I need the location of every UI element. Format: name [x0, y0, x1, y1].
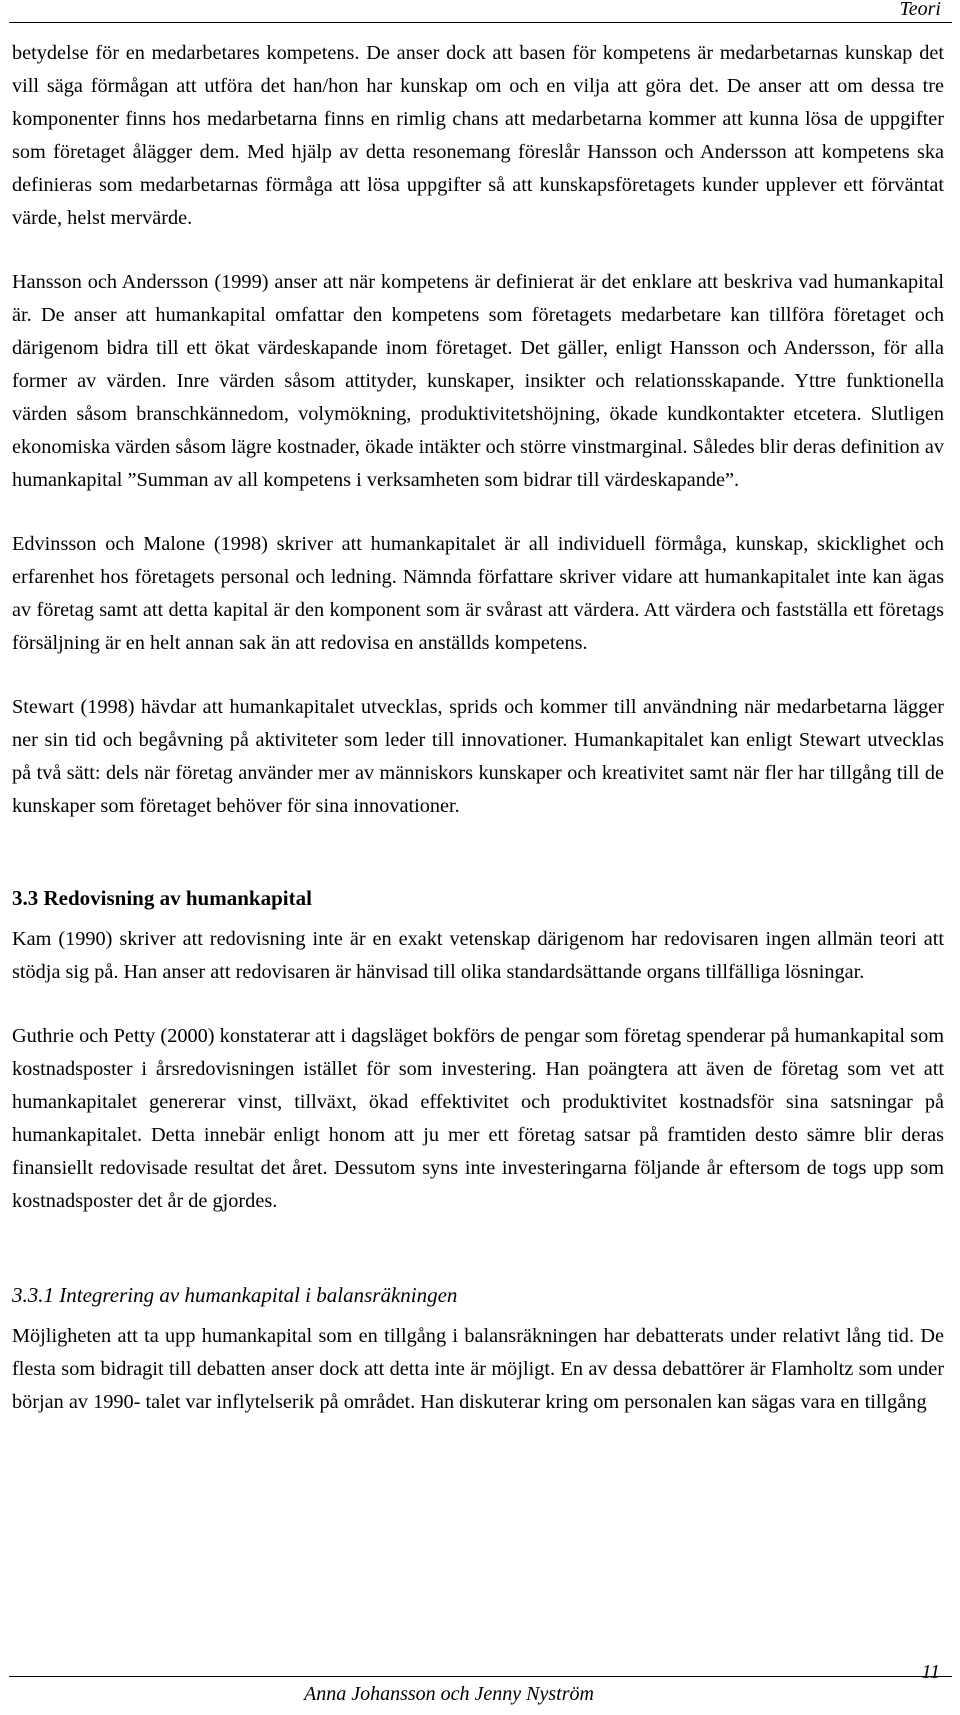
body-paragraph-4: Stewart (1998) hävdar att humankapitalet utvecklas, sprids och kommer till användning när medarbetarna lägger ner sin tid och begåvning på aktiviteter som leder till innovationer. Humankapitalet kan enligt Stewart utvecklas på två sätt: dels när företag använder mer av människors kunskaper och kreativitet samt när fler har tillgång till de kunskaper som företaget behöver för sina innovationer. — [12, 696, 944, 817]
body-paragraph-3: Edvinsson och Malone (1998) skriver att humankapitalet är all individuell förmåga, kunskap, skicklighet och erfarenhet hos företagets personal och ledning. Nämnda författare skriver vidare att humankapitalet inte kan ägas av företag samt att detta kapital är den komponent som är svårast att värdera. Att värdera och fastställa ett företags försäljning är en helt annan sak än att redovisa en anställds kompetens. — [12, 533, 944, 654]
header-divider — [9, 22, 952, 23]
footer-authors: Anna Johansson och Jenny Nyström — [304, 1683, 594, 1705]
section-paragraph-1: Kam (1990) skriver att redovisning inte är en exakt vetenskap därigenom har redovisaren ingen allmän teori att stödja sig på. Han anser att redovisaren är hänvisad till olika standardsättande organs tillfälliga lösningar. — [12, 928, 944, 983]
footer-divider — [9, 1676, 952, 1677]
body-paragraph-1: betydelse för en medarbetares kompetens. De anser dock att basen för kompetens är medarbetarnas kunskap det vill säga förmågan att utföra det han/hon har kunskap om och en vilja att göra det. De anser att om dessa tre komponenter finns hos medarbetarna finns en rimlig chans att medarbetarna kommer att kunna lösa de uppgifter som företaget ålägger dem. Med hjälp av detta resonemang föreslår Hansson och Andersson att kompetens ska definieras som medarbetarnas förmåga att lösa uppgifter så att kunskapsföretagets kunder upplever ett förväntat värde, helst mervärde. — [12, 42, 944, 229]
running-header-title: Teori — [899, 0, 941, 20]
section-paragraph-2: Guthrie och Petty (2000) konstaterar att i dagsläget bokförs de pengar som företag spenderar på humankapital som kostnadsposter i årsredovisningen istället för som investering. Han poängtera att även de företag som vet att humankapitalet genererar vinst, tillväxt, ökad effektivitet och produktivitet kostnadsför sina satsningar på humankapitalet. Detta innebär enligt honom att ju mer ett företag satsar på framtiden desto sämre blir deras finansiellt redovisade resultat det året. Dessutom syns inte investeringarna följande år eftersom de togs upp som kostnadsposter det år de gjordes. — [12, 1025, 944, 1212]
page-body — [12, 37, 944, 1419]
subsection-paragraph: Möjligheten att ta upp humankapital som en tillgång i balansräkningen har debatterats under relativt lång tid. De flesta som bidragit till debatten anser dock att detta inte är möjligt. En av dessa debattörer är Flamholtz som under början av 1990- talet var inflytelserik på området. Han diskuterar kring om personalen kan sägas vara en tillgång — [12, 1325, 944, 1413]
subsection-heading: 3.3.1 Integrering av humankapital i balansräkningen — [12, 1283, 458, 1307]
body-paragraph-2: Hansson och Andersson (1999) anser att när kompetens är definierat är det enklare att beskriva vad humankapital är. De anser att humankapital omfattar den kompetens som företagets medarbetare kan tillföra företaget och därigenom bidra till ett ökat värdeskapande inom företaget. Det gäller, enligt Hansson och Andersson, för alla former av värden. Inre värden såsom attityder, kunskaper, insikter och relationsskapande. Yttre funktionella värden såsom branschkännedom, volymökning, produktivitetshöjning, ökade kundkontakter etcetera. Slutligen ekonomiska värden såsom lägre kostnader, ökade intäkter och större vinstmarginal. Således blir deras definition av humankapital ”Summan av all kompetens i verksamheten som bidrar till värdeskapande”. — [12, 271, 944, 491]
page-number: 11 — [921, 1661, 940, 1683]
section-heading: 3.3 Redovisning av humankapital — [12, 886, 312, 910]
